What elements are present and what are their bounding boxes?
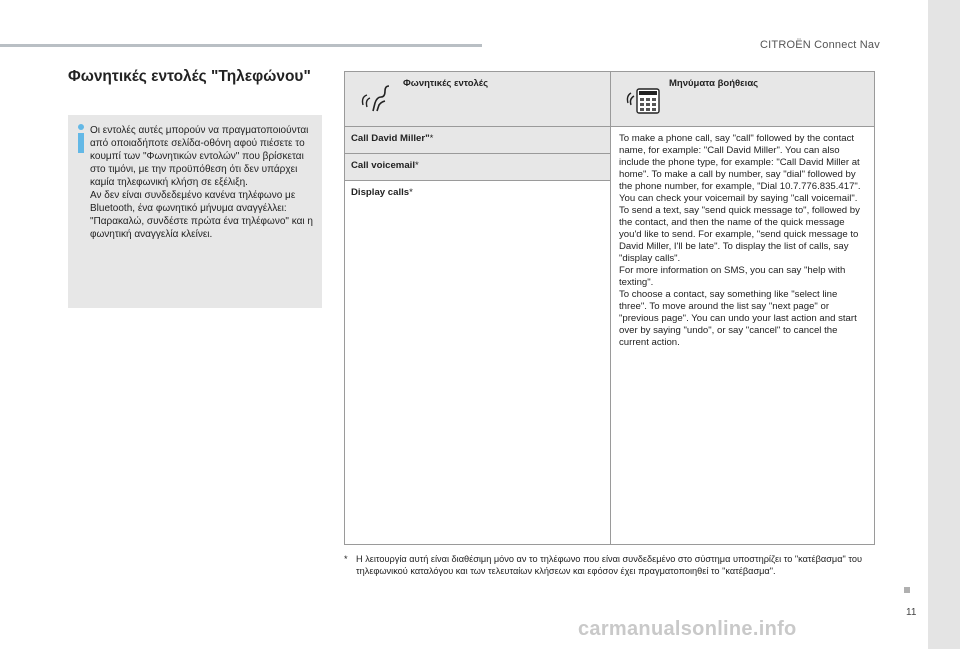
- col-header-help-messages: [611, 72, 875, 127]
- page-number: 11: [906, 607, 917, 618]
- help-message-text: To make a phone call, say "call" followed by the contact name, for example: "Call David Miller". You can also include the phone type, for example: "Call David Miller at home". To make a call by number, say "dial" followed by the phone number, for example, "Dial 10.7.776.835.417". You can check your voicemail by saying "call voicemail". To send a text, say "send quick message to", followed by the contact, and then the name of the quick message you'd like to send. For example, "send quick message to David Miller, I'll be late". To display the list of calls, say "display calls". For more information on SMS, you can say "help with texting". To choose a contact, say something like "select line three". To move around the list say "next page" or "previous page". You can undo your last action and start over by saying "undo", or say "cancel" to cancel the current action.: [611, 127, 875, 545]
- page-title: Φωνητικές εντολές "Τηλεφώνου": [68, 68, 311, 85]
- footnote-text: Η λειτουργία αυτή είναι διαθέσιμη μόνο αν το τηλέφωνο που είναι συνδεδεμένο στο σύστημα υποστηρίζει το "κατέβασμα" του τηλεφωνικού καταλόγου και των τελευταίων κλήσεων και εφόσον έχει πραγματοποιηθεί το "κατέβασμα".: [356, 554, 862, 576]
- help-message-icon: [625, 83, 661, 115]
- watermark: carmanualsonline.info: [578, 618, 797, 640]
- footnote-star: *: [344, 554, 348, 564]
- page-marker: [904, 587, 910, 593]
- footnote: [344, 553, 884, 577]
- command-label: Call David Miller": [351, 133, 430, 144]
- col2-header-label: Μηνύματα βοήθειας: [669, 78, 759, 89]
- col1-header-label: Φωνητικές εντολές: [403, 78, 489, 89]
- info-text: Οι εντολές αυτές μπορούν να πραγματοποιούνται από οποιαδήποτε σελίδα-οθόνη αφού πιέσετε το κουμπί των "Φωνητικών εντολών" που βρίσκεται στο τιμόνι, με την προϋπόθεση ότι δεν υπάρχει καμία τηλεφωνική κλήση σε εξέλιξη. Αν δεν είναι συνδεδεμένο κανένα τηλέφωνο με Bluetooth, ένα φωνητικό μήνυμα αναγγέλλει: "Παρακαλώ, συνδέστε πρώτα ένα τηλέφωνο" και η φωνητική αναγγελία κλείνει.: [90, 125, 313, 240]
- command-label: Call voicemail: [351, 160, 415, 171]
- voice-commands-table: [344, 71, 875, 545]
- command-call-voicemail: [345, 154, 611, 181]
- command-star: *: [415, 160, 419, 171]
- info-box: [68, 115, 322, 308]
- command-label: Display calls: [351, 187, 410, 198]
- command-star: *: [409, 187, 413, 198]
- header-rule: [0, 44, 482, 47]
- header-brand: CITROËN Connect Nav: [760, 39, 880, 51]
- command-display-calls: [345, 181, 611, 545]
- command-call-david-miller: [345, 127, 611, 154]
- page-edge-band: [928, 0, 960, 649]
- voice-command-icon: [359, 83, 393, 113]
- info-icon: [78, 124, 84, 153]
- col-header-voice-commands: [345, 72, 611, 127]
- command-star: *: [429, 133, 434, 144]
